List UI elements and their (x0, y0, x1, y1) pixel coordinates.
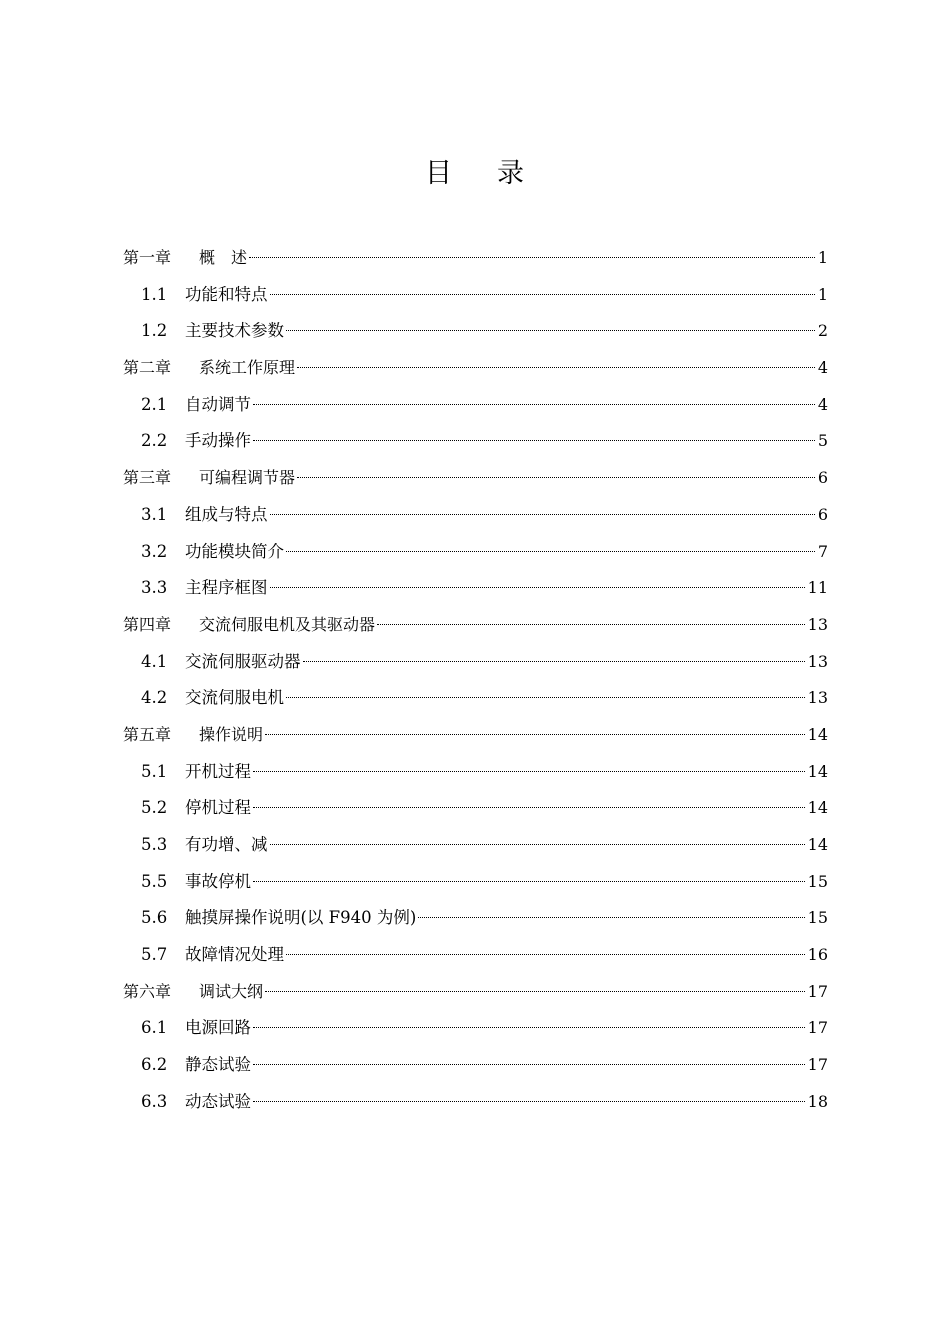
toc-section-entry[interactable] (123, 1010, 828, 1047)
dot-leader (249, 257, 815, 258)
section-number: 5.6 (141, 908, 168, 928)
toc-section-entry[interactable] (123, 534, 828, 571)
section-number: 2.2 (141, 431, 168, 451)
dot-leader (286, 551, 815, 552)
page-number: 13 (807, 614, 828, 634)
dot-leader (253, 440, 815, 441)
toc-section-entry[interactable] (123, 277, 828, 314)
page-number: 1 (817, 284, 828, 304)
toc-section-entry[interactable] (123, 644, 828, 681)
page-number: 14 (807, 798, 828, 818)
section-title: 组成与特点 (185, 504, 268, 524)
toc-chapter-entry[interactable] (123, 717, 828, 754)
section-title: 手动操作 (185, 431, 251, 451)
chapter-title: 调试大纲 (199, 981, 264, 1001)
section-number: 5.3 (141, 835, 168, 854)
chapter-number: 第六章 (123, 981, 172, 1001)
section-number: 3.3 (141, 578, 168, 598)
dot-leader (303, 661, 805, 662)
page-title (0, 152, 950, 196)
toc-chapter-entry[interactable] (123, 607, 828, 644)
chapter-number: 第五章 (123, 724, 172, 744)
section-title: 交流伺服电机 (185, 688, 284, 708)
section-number: 4.2 (141, 688, 168, 708)
section-number: 4.1 (141, 651, 168, 671)
section-title: 电源回路 (185, 1018, 251, 1038)
toc-section-entry[interactable] (123, 790, 828, 827)
section-number: 3.1 (141, 504, 168, 524)
chapter-title: 操作说明 (199, 724, 264, 744)
toc-chapter-entry[interactable] (123, 974, 828, 1011)
chapter-number: 第二章 (123, 358, 172, 378)
toc-section-entry[interactable] (123, 864, 828, 901)
section-number: 6.3 (141, 1091, 168, 1111)
page-number: 14 (807, 761, 828, 781)
title-char-2: 录 (497, 158, 525, 189)
page-number: 18 (807, 1091, 828, 1111)
table-of-contents (123, 240, 828, 1121)
dot-leader (265, 991, 805, 992)
page-number: 2 (817, 321, 828, 341)
title-char-1: 目 (425, 158, 453, 189)
dot-leader (253, 1027, 805, 1028)
dot-leader (253, 881, 805, 882)
page-number: 7 (817, 541, 828, 561)
page-number: 6 (817, 504, 828, 524)
section-title: 自动调节 (185, 394, 251, 414)
dot-leader (265, 734, 805, 735)
dot-leader (270, 844, 805, 845)
section-title: 主要技术参数 (185, 321, 284, 341)
toc-section-entry[interactable] (123, 387, 828, 424)
page-number: 15 (807, 871, 828, 891)
page-number: 17 (807, 1018, 828, 1038)
toc-chapter-entry[interactable] (123, 240, 828, 277)
toc-section-entry[interactable] (123, 313, 828, 350)
section-number: 1.2 (141, 321, 168, 341)
chapter-title: 系统工作原理 (199, 358, 296, 378)
page-number: 13 (807, 651, 828, 671)
section-number: 5.5 (141, 871, 168, 891)
dot-leader (286, 330, 815, 331)
toc-section-entry[interactable] (123, 827, 828, 864)
toc-section-entry[interactable] (123, 900, 828, 937)
section-number: 1.1 (141, 284, 168, 304)
dot-leader (253, 1101, 805, 1102)
section-title: 功能模块简介 (185, 541, 284, 561)
toc-chapter-entry[interactable] (123, 350, 828, 387)
section-title: 交流伺服驱动器 (185, 651, 301, 671)
toc-section-entry[interactable] (123, 1084, 828, 1121)
page-number: 4 (817, 358, 828, 378)
chapter-number: 第三章 (123, 468, 172, 488)
dot-leader (297, 367, 815, 368)
section-title: 功能和特点 (185, 284, 268, 304)
section-title: 有功增、减 (185, 835, 268, 854)
section-number: 5.1 (141, 761, 168, 781)
section-title: 主程序框图 (185, 578, 268, 598)
section-title: 开机过程 (185, 761, 251, 781)
section-title: 静态试验 (185, 1055, 251, 1075)
section-number: 6.2 (141, 1055, 168, 1075)
dot-leader (377, 624, 805, 625)
page-number: 14 (807, 835, 828, 854)
chapter-number: 第一章 (123, 248, 172, 267)
dot-leader (253, 1064, 805, 1065)
page-number: 17 (807, 1055, 828, 1075)
toc-section-entry[interactable] (123, 754, 828, 791)
dot-leader (286, 697, 805, 698)
dot-leader (270, 294, 815, 295)
dot-leader (270, 587, 805, 588)
page-number: 16 (807, 945, 828, 965)
dot-leader (297, 477, 815, 478)
dot-leader (286, 954, 805, 955)
section-title: 事故停机 (185, 871, 251, 891)
page-number: 1 (817, 248, 828, 267)
chapter-title: 交流伺服电机及其驱动器 (199, 614, 376, 634)
page-number: 17 (807, 981, 828, 1001)
chapter-title: 可编程调节器 (199, 468, 296, 488)
section-title: 停机过程 (185, 798, 251, 818)
chapter-title: 概 述 (199, 248, 248, 267)
toc-section-entry[interactable] (123, 937, 828, 974)
section-title: 故障情况处理 (185, 945, 284, 965)
toc-section-entry[interactable] (123, 497, 828, 534)
dot-leader (418, 917, 804, 918)
dot-leader (253, 771, 805, 772)
page-number: 4 (817, 394, 828, 414)
section-number: 5.7 (141, 945, 168, 965)
chapter-number: 第四章 (123, 614, 172, 634)
page-number: 14 (807, 724, 828, 744)
toc-section-entry[interactable] (123, 1047, 828, 1084)
toc-section-entry[interactable] (123, 423, 828, 460)
section-number: 2.1 (141, 394, 168, 414)
section-number: 6.1 (141, 1018, 168, 1038)
section-title: 触摸屏操作说明(以 F940 为例) (185, 908, 417, 928)
toc-section-entry[interactable] (123, 570, 828, 607)
section-title: 动态试验 (185, 1091, 251, 1111)
dot-leader (253, 404, 815, 405)
dot-leader (253, 807, 805, 808)
dot-leader (270, 514, 815, 515)
page-number: 5 (817, 431, 828, 451)
section-number: 5.2 (141, 798, 168, 818)
toc-section-entry[interactable] (123, 680, 828, 717)
page-number: 11 (807, 578, 828, 598)
page-number: 6 (817, 468, 828, 488)
toc-chapter-entry[interactable] (123, 460, 828, 497)
section-number: 3.2 (141, 541, 168, 561)
page-number: 15 (807, 908, 828, 928)
page-number: 13 (807, 688, 828, 708)
